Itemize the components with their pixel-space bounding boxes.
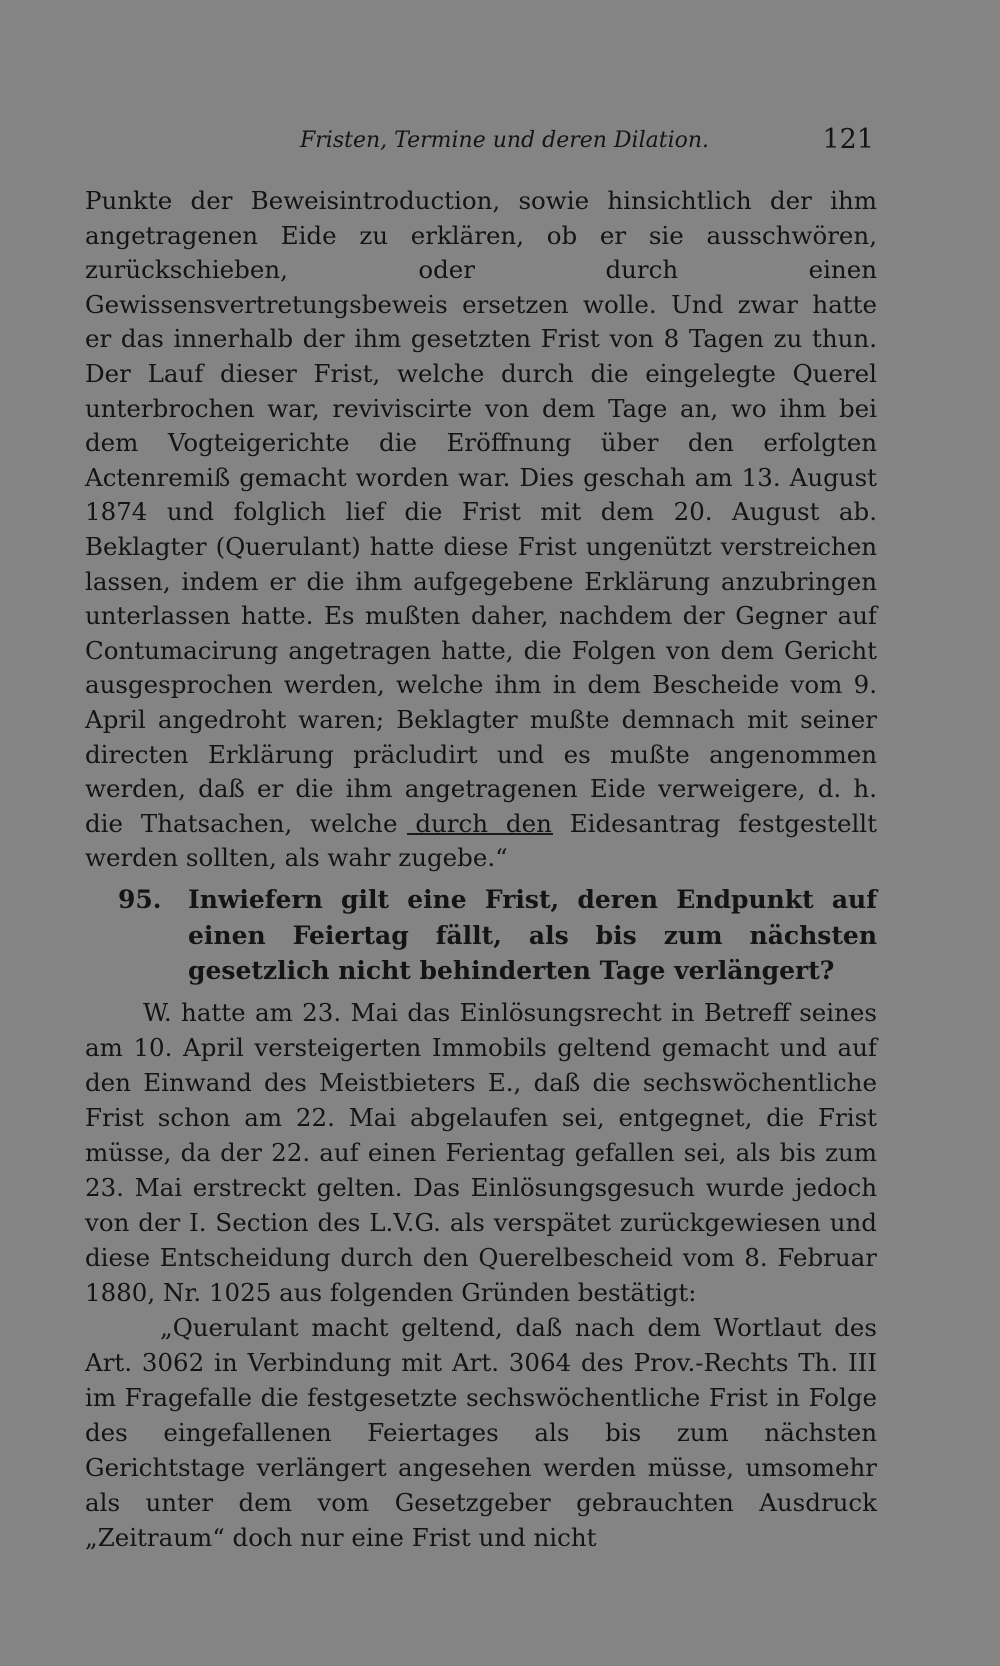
page-header <box>300 124 874 164</box>
continued-text <box>85 184 877 876</box>
paragraph: Punkte der Beweisintroduction, sowie hinsichtlich der ihm angetragenen Eide zu erklären, ob er sie ausschwören, zurückschieben, oder durch einen Gewissensvertretungsbeweis ersetzen wolle. Und zwar hatte er das innerhalb der ihm gesetzten Frist von 8 Tagen zu thun. Der Lauf dieser Frist, welche durch die eingelegte Querel unterbrochen war, reviviscirte von dem Tage an, wo ihm bei dem Vogteigerichte die Eröffnung über den erfolgten Actenremiß gemacht worden war. Dies geschah am 13. August 1874 und folglich lief die Frist mit dem 20. August ab. Beklagter (Querulant) hatte diese Frist ungenützt verstreichen lassen, indem er die ihm aufgegebene Erklärung anzubringen unterlassen hatte. Es mußten daher, nachdem der Gegner auf Contumacirung angetragen hatte, die Folgen von dem Gericht ausgesprochen werden, welche ihm in dem Bescheide vom 9. April angedroht waren; Beklagter mußte demnach mit seiner directen Erklärung präcludirt und es mußte angenommen werden, daß er die ihm angetragenen Eide verweigere, d. h. die Thatsachen, welche durch den Eidesantrag festgestellt werden sollten, als wahr zugebe.“ <box>85 186 877 873</box>
section-number: 95. <box>118 885 162 914</box>
running-title: Fristen, Termine und deren Dilation. <box>300 128 710 153</box>
section-paragraph: W. hatte am 23. Mai das Einlösungsrecht in Betreff seines am 10. April versteigerten Immobils geltend gemacht und auf den Einwand des Meistbieters E., daß die sechswöchentliche Frist schon am 22. Mai abgelaufen sei, entgegnet, die Frist müsse, da der 22. auf einen Ferientag gefallen sei, als bis zum 23. Mai erstreckt gelten. Das Einlösungsgesuch wurde jedoch von der I. Section des L.V.G. als verspätet zurückgewiesen und diese Entscheidung durch den Querelbescheid vom 8. Februar 1880, Nr. 1025 aus folgenden Gründen bestätigt: <box>85 998 877 1307</box>
section-paragraph-quote: „Querulant macht geltend, daß nach dem Wortlaut des Art. 3062 in Verbindung mit Art. 3064 des Prov.-Rechts Th. III im Fragefalle die festgesetzte sechswöchentliche Frist in Folge des eingefallenen Feiertages als bis zum nächsten Gerichtstage verlängert angesehen werden müsse, umsomehr als unter dem vom Gesetzgeber gebrauchten Ausdruck „Zeitraum“ doch nur eine Frist und nicht <box>85 1313 877 1552</box>
page-number: 121 <box>822 124 874 155</box>
section-divider <box>407 833 553 835</box>
section-heading <box>85 882 877 989</box>
section-title: Inwiefern gilt eine Frist, deren Endpunkt auf einen Feiertag fällt, als bis zum nächsten gesetzlich nicht behinderten Tage verlängert? <box>188 885 877 985</box>
section-body <box>85 995 877 1555</box>
